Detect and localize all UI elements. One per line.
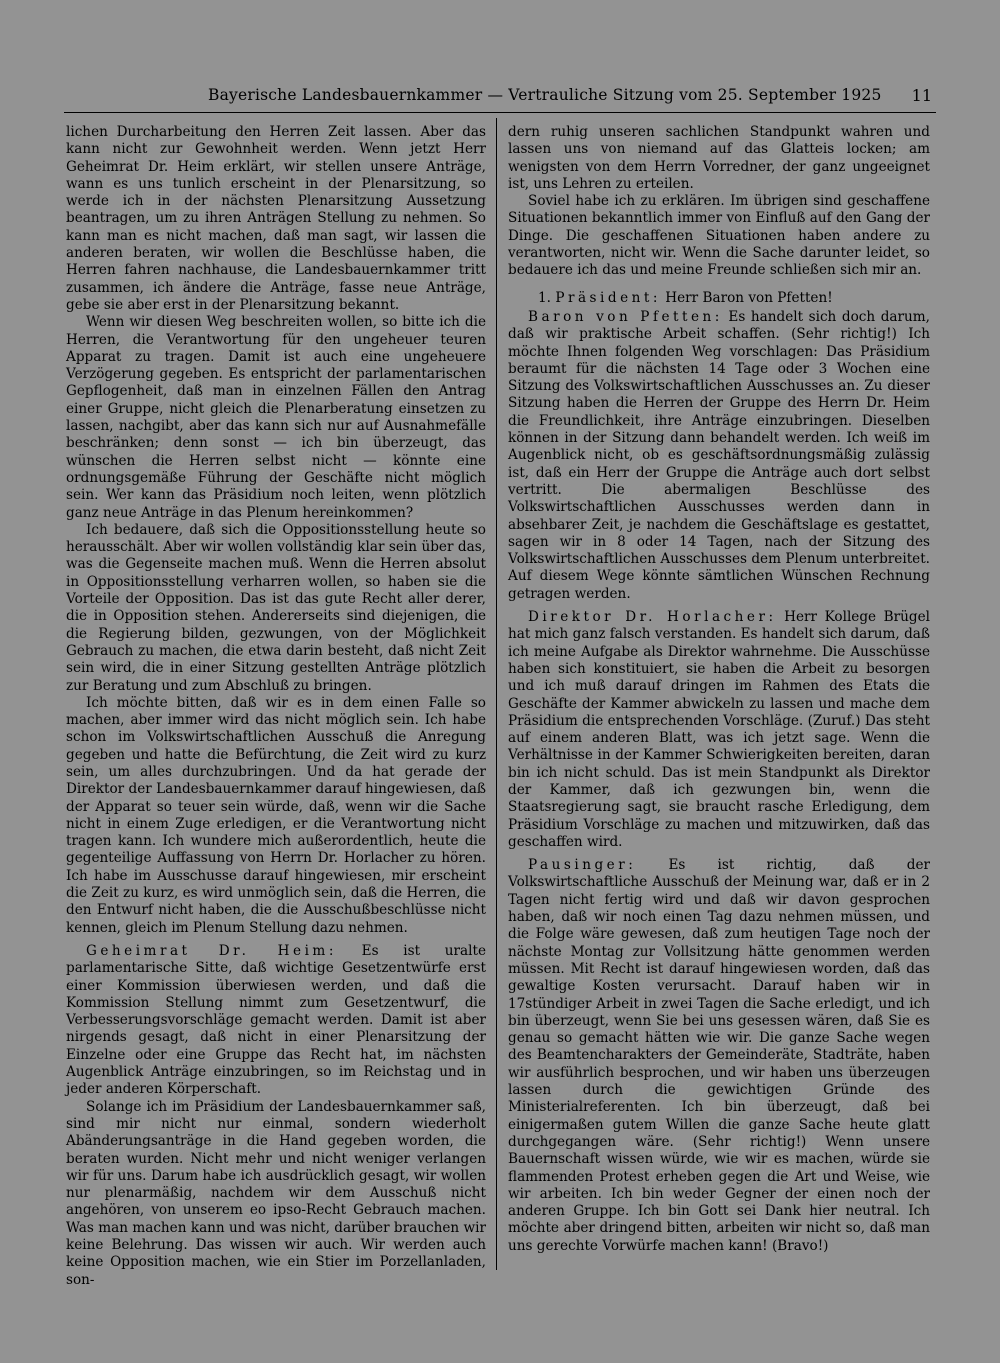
speaker-name: Präsident: <box>555 289 661 306</box>
page-header <box>66 86 936 110</box>
speaker-name: Geheimrat Dr. Heim: <box>86 942 337 959</box>
page-number: 11 <box>911 86 932 105</box>
heading-number: 1. <box>538 289 551 306</box>
left-column <box>66 124 486 1289</box>
paragraph: lichen Durcharbeitung den Herren Zeit lassen. Aber das kann nicht zur Gewohnheit werden. Wenn jetzt Herr Geheimrat Dr. Heim erklärt, wir stellen unsere Anträge, wann es uns tunlich erscheint in der Plenarsitzung, so werde ich in der nächsten Plenarsitzung Aussetzung beantragen, um zu ihren Anträgen Stellung zu nehmen. So kann man es nicht machen, daß man sagt, wir lassen die anderen beraten, wir wollen die Beschlüsse haben, die Herren fahren nachhause, die Landesbauernkammer tritt zusammen, ich ändere die Anträge, fasse neue Anträge, gebe sie aber erst in der Plenarsitzung bekannt. <box>66 124 486 313</box>
speaker-name: Pausinger: <box>528 857 637 874</box>
column-divider <box>496 118 497 1270</box>
paragraph: Soviel habe ich zu erklären. Im übrigen sind geschaffene Situationen bekanntlich immer von Einfluß auf den Gang der Dinge. Die geschaffenen Situationen haben andere zu verantworten, nicht wir. Wenn die Sache darunter leidet, so bedauere ich das und meine Freunde schließen sich mir an. <box>508 193 930 279</box>
paragraph: Ich bedauere, daß sich die Oppositionsstellung heute so herausschält. Aber wir wollen vollständig klar sein über das, was die Gegenseite machen muß. Wenn die Herren absolut in Oppositionsstellung verharren wollen, so haben sie die Vorteile der Opposition. Das ist das gute Recht aller derer, die in Opposition stehen. Andererseits sind diejenigen, die die Regierung bilden, gezwungen, von der Möglichkeit Gebrauch zu machen, die etwa darin besteht, daß nicht Zeit sein wird, die in einer Sitzung gestellten Anträge plötzlich zur Beratung und zum Abschluß zu bringen. <box>66 521 486 694</box>
paragraph: Solange ich im Präsidium der Landesbauernkammer saß, sind mir nicht nur einmal, sondern wiederholt Abänderungsanträge in die Hand gegeben worden, die beraten wurden. Nicht mehr und nicht weniger verlangen wir für uns. Darum habe ich ausdrücklich gesagt, wir wollen nur plenarmäßig, nachdem wir dem Ausschuß nicht angehören, von unserem eo ipso-Recht Gebrauch machen. Was man machen kann und was nicht, darüber brauchen wir keine Belehrung. Das wissen wir auch. Wir werden auch keine Opposition machen, wie ein Stier im Porzellanladen, son- <box>66 1098 486 1288</box>
speech-paragraph <box>66 943 486 1099</box>
paragraph: dern ruhig unseren sachlichen Standpunkt wahren und lassen uns von niemand auf das Glatteis locken; am wenigsten von dem Herrn Vorredner, der ganz ungeeignet ist, uns Lehren zu erteilen. <box>508 124 930 192</box>
speech-paragraph <box>508 309 930 603</box>
speech-text: Es ist richtig, daß der Volkswirtschaftliche Ausschuß der Meinung war, daß er in 2 Tagen nicht fertig wird und daß wir davon gesprochen haben, daß wir noch einen Tag dazu nehmen müssen, und die Folge wäre gewesen, daß zum heutigen Tage noch der nächste Montag zur Vollsitzung hätte genommen werden müssen. Mit Recht ist darauf hingewiesen worden, daß das gewaltige Kosten verursacht. Darauf haben wir in 17stündiger Arbeit in zwei Tagen die Sache erledigt, und ich bin überzeugt, wenn Sie bei uns gesessen wären, daß Sie es genau so gemacht hätten wie wir. Die ganze Sache wegen des Beamtencharakters der Gemeinderäte, Stadträte, haben wir ausführlich besprochen, und wir haben uns überzeugen lassen durch die gewichtigen Gründe des Ministerialreferenten. Ich bin überzeugt, daß bei einigermaßen gutem Willen die ganze Sache heute glatt durchgegangen wäre. (Sehr richtig!) Wenn unsere Bauernschaft wissen würde, wie wir es machen, würde sie flammenden Protest erheben gegen die Art und Weise, wie wir arbeiten. Ich bin weder Gegner der einen noch der anderen Gruppe. Ich bin Gott sei Dank hier neutral. Ich möchte aber dringend bitten, arbeiten wir nicht so, daß man uns gerechte Vorwürfe machen kann! (Bravo!) <box>508 857 930 1254</box>
paragraph: Wenn wir diesen Weg beschreiten wollen, so bitte ich die Herren, die Verantwortung für den ungeheuer teuren Apparat zu tragen. Damit ist auch eine ungeheuere Verzögerung gegeben. Es entspricht der parlamentarischen Gepflogenheit, daß man in einzelnen Fällen den Antrag einer Gruppe, nicht gleich die Plenarberatung einsetzen zu lassen, nachgibt, aber das kann sich nur auf Ausnahmefälle beschränken; denn sonst — ich bin überzeugt, das wünschen die Herren selbst nicht — könnte eine ordnungsgemäße Führung der Geschäfte nicht möglich sein. Wer kann das Präsidium noch leiten, wenn plötzlich ganz neue Anträge in das Plenum hereinkommen? <box>66 314 486 521</box>
speech-text: Es handelt sich doch darum, daß wir praktische Arbeit schaffen. (Sehr richtig!) Ich möchte Ihnen folgenden Weg vorschlagen: Das Präsidium beraumt für die nächsten 14 Tage oder 3 Wochen eine Sitzung des Volkswirtschaftlichen Ausschusses an. Zu dieser Sitzung haben die Herren der Gruppe des Herrn Dr. Heim die Freundlichkeit, ihre Anträge einzubringen. Dieselben können in der Sitzung dann behandelt werden. Ich weiß im Augenblick nicht, ob es geschäftsordnungsmäßig zulässig ist, daß ein Herr der Gruppe die Anträge auch dort selbst vertritt. Die abermaligen Beschlüsse des Volkswirtschaftlichen Ausschusses werden dann in absehbarer Zeit, je nachdem die Geschäftslage es gestattet, sagen wir in 8 oder 14 Tagen, nach der Sitzung des Volkswirtschaftlichen Ausschusses dem Plenum unterbreitet. Auf diesem Wege könnte sämtlichen Wünschen Rechnung getragen werden. <box>508 308 930 602</box>
speech-paragraph <box>508 609 930 851</box>
heading-text: Herr Baron von Pfetten! <box>665 289 833 306</box>
header-rule <box>64 112 936 113</box>
speech-text: Herr Kollege Brügel hat mich ganz falsch verstanden. Es handelt sich darum, daß ich meine Aufgabe als Direktor wahrnehme. Die Ausschüsse haben sich konstituiert, sie haben die Arbeit zu besorgen und ich muß darauf dringen im Rahmen des Etats die Geschäfte der Kammer abwickeln zu lassen und mache dem Präsidium die entsprechenden Vorschläge. (Zuruf.) Das steht auf einem anderen Blatt, was ich jetzt sage. Wenn die Verhältnisse in der Kammer Schwierigkeiten bereiten, daran bin ich nicht schuld. Das ist mein Standpunkt als Direktor der Kammer, daß ich gezwungen bin, wenn die Staatsregierung sagt, sie braucht rasche Erledigung, dem Präsidium Vorschläge zu machen und mitzuwirken, daß das geschaffen wird. <box>508 609 930 850</box>
paragraph: Ich möchte bitten, daß wir es in dem einen Falle so machen, aber immer wird das nicht möglich sein. Ich habe schon im Volkswirtschaftlichen Ausschuß die Anregung gegeben und hatte die Befürchtung, die Zeit wird zu kurz sein, um alles durchzubringen. Und da hat gerade der Direktor der Landesbauernkammer darauf hingewiesen, daß der Apparat so teuer sein würde, daß, wenn wir die Sache nicht in einem Zuge erledigen, er die Verantwortung nicht tragen kann. Ich wundere mich außerordentlich, heute die gegenteilige Auffassung von Herrn Dr. Horlacher zu hören. Ich habe im Ausschusse darauf hingewiesen, mir erscheint die Zeit zu kurz, es wird unmöglich sein, daß die Herren, die den Entwurf nicht haben, die die Ausschußbeschlüsse nicht kennen, gleich im Plenum Stellung dazu nehmen. <box>66 694 486 936</box>
speaker-name: Direktor Dr. Horlacher: <box>528 609 777 626</box>
speaker-name: Baron von Pfetten: <box>528 308 723 325</box>
speech-paragraph <box>508 857 930 1255</box>
speaker-heading <box>508 290 930 307</box>
right-column <box>508 124 930 1255</box>
running-title: Bayerische Landesbauernkammer — Vertrauliche Sitzung vom 25. September 1925 <box>208 86 882 104</box>
speech-text: Es ist uralte parlamentarische Sitte, daß wichtige Gesetzentwürfe erst einer Kommission überwiesen werden, und daß die Kommission Stellung nimmt zum Gesetzentwurf, die Verbesserungsvorschläge gemacht werden. Damit ist aber nirgends gesagt, daß nicht in einer Plenarsitzung der Einzelne oder eine Gruppe das Recht hat, im nächsten Augenblick Anträge einzubringen, so im Reichstag und in jeder anderen Körperschaft. <box>66 942 486 1098</box>
